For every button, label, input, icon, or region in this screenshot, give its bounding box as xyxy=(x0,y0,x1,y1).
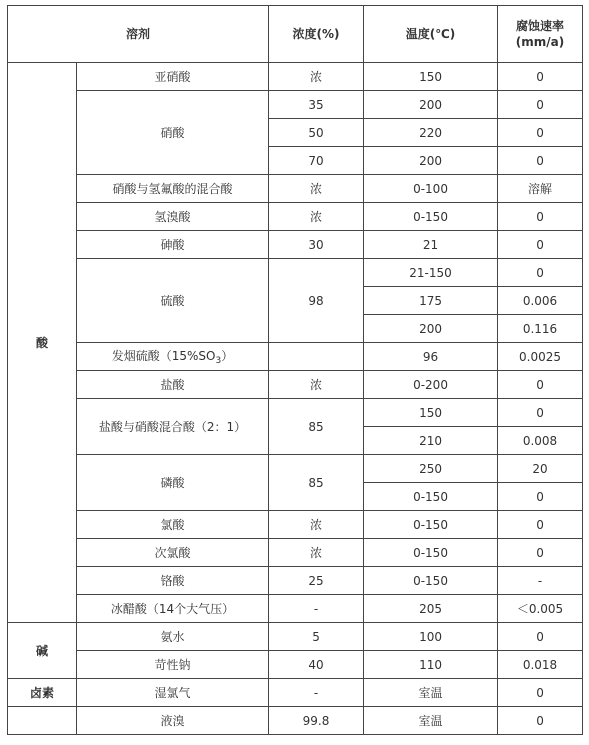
header-solvent: 溶剂 xyxy=(8,6,269,63)
corrosion-rate-cell: 20 xyxy=(498,455,583,483)
temperature-cell: 室温 xyxy=(364,679,498,707)
temperature-cell: 0-100 xyxy=(364,175,498,203)
concentration-cell: 25 xyxy=(269,567,364,595)
table-row xyxy=(8,399,583,427)
temperature-cell: 150 xyxy=(364,63,498,91)
temperature-cell: 0-200 xyxy=(364,371,498,399)
concentration-cell xyxy=(269,343,364,371)
group-label-halogen: 卤素 xyxy=(8,679,77,707)
concentration-cell: 40 xyxy=(269,651,364,679)
temperature-cell: 21-150 xyxy=(364,259,498,287)
solvent-name-prefix: 发烟硫酸（15%SO xyxy=(111,348,216,363)
concentration-cell: 5 xyxy=(269,623,364,651)
corrosion-rate-cell: 0.0025 xyxy=(498,343,583,371)
header-concentration: 浓度(%) xyxy=(269,6,364,63)
concentration-cell: 85 xyxy=(269,399,364,455)
temperature-cell: 室温 xyxy=(364,707,498,735)
solvent-cell: 磷酸 xyxy=(77,455,269,511)
concentration-cell: 30 xyxy=(269,231,364,259)
header-corrosion-rate-line2: (mm/a) xyxy=(515,35,565,49)
temperature-cell: 0-150 xyxy=(364,567,498,595)
solvent-name-suffix: ） xyxy=(221,348,234,363)
table-row xyxy=(8,651,583,679)
temperature-cell: 21 xyxy=(364,231,498,259)
temperature-cell: 0-150 xyxy=(364,539,498,567)
solvent-cell: 盐酸 xyxy=(77,371,269,399)
table-row xyxy=(8,511,583,539)
temperature-cell: 175 xyxy=(364,287,498,315)
concentration-cell: 35 xyxy=(269,91,364,119)
solvent-cell: 氢溴酸 xyxy=(77,203,269,231)
corrosion-rate-cell: 0 xyxy=(498,511,583,539)
solvent-cell: 硝酸与氢氟酸的混合酸 xyxy=(77,175,269,203)
temperature-cell: 0-150 xyxy=(364,483,498,511)
concentration-cell: 浓 xyxy=(269,63,364,91)
temperature-cell: 110 xyxy=(364,651,498,679)
header-corrosion-rate-line1: 腐蚀速率 xyxy=(516,19,565,33)
concentration-cell: 70 xyxy=(269,147,364,175)
corrosion-rate-cell: 0 xyxy=(498,483,583,511)
corrosion-rate-cell: 0 xyxy=(498,203,583,231)
corrosion-rate-cell: 0.006 xyxy=(498,287,583,315)
table-row xyxy=(8,91,583,119)
table-row xyxy=(8,567,583,595)
temperature-cell: 210 xyxy=(364,427,498,455)
temperature-cell: 96 xyxy=(364,343,498,371)
concentration-cell: 85 xyxy=(269,455,364,511)
temperature-cell: 205 xyxy=(364,595,498,623)
table-row xyxy=(8,63,583,91)
corrosion-rate-cell: 溶解 xyxy=(498,175,583,203)
concentration-cell: 浓 xyxy=(269,511,364,539)
concentration-cell: 浓 xyxy=(269,203,364,231)
group-label-empty xyxy=(8,707,77,735)
corrosion-rate-cell: 0 xyxy=(498,63,583,91)
table-row xyxy=(8,259,583,287)
temperature-cell: 220 xyxy=(364,119,498,147)
temperature-cell: 200 xyxy=(364,315,498,343)
solvent-cell: 湿氯气 xyxy=(77,679,269,707)
solvent-cell: 亚硝酸 xyxy=(77,63,269,91)
table-row xyxy=(8,371,583,399)
corrosion-rate-cell: 0 xyxy=(498,707,583,735)
table-row xyxy=(8,623,583,651)
temperature-cell: 150 xyxy=(364,399,498,427)
corrosion-rate-cell: 0 xyxy=(498,119,583,147)
corrosion-rate-cell: 0 xyxy=(498,399,583,427)
table-row xyxy=(8,343,583,371)
corrosion-rate-cell: 0 xyxy=(498,679,583,707)
solvent-cell: 砷酸 xyxy=(77,231,269,259)
temperature-cell: 0-150 xyxy=(364,203,498,231)
corrosion-rate-cell: 0.008 xyxy=(498,427,583,455)
group-label-acid: 酸 xyxy=(8,63,77,623)
concentration-cell: 浓 xyxy=(269,371,364,399)
solvent-cell: 硝酸 xyxy=(77,91,269,175)
table-header-row xyxy=(8,6,583,63)
corrosion-rate-cell: 0 xyxy=(498,91,583,119)
concentration-cell: 浓 xyxy=(269,175,364,203)
temperature-cell: 100 xyxy=(364,623,498,651)
table-row xyxy=(8,595,583,623)
temperature-cell: 200 xyxy=(364,91,498,119)
table-row xyxy=(8,707,583,735)
corrosion-rate-cell: 0.018 xyxy=(498,651,583,679)
solvent-cell: 冰醋酸（14个大气压） xyxy=(77,595,269,623)
concentration-cell: 浓 xyxy=(269,539,364,567)
solvent-cell: 次氯酸 xyxy=(77,539,269,567)
corrosion-rate-cell: ＜0.005 xyxy=(498,595,583,623)
table-row xyxy=(8,231,583,259)
solvent-name-subscript: 3 xyxy=(215,355,222,366)
solvent-cell: 氯酸 xyxy=(77,511,269,539)
corrosion-rate-cell: 0.116 xyxy=(498,315,583,343)
concentration-cell: 98 xyxy=(269,259,364,343)
group-label-alkali: 碱 xyxy=(8,623,77,679)
corrosion-rate-cell: 0 xyxy=(498,259,583,287)
solvent-cell: 氨水 xyxy=(77,623,269,651)
header-temperature: 温度(℃) xyxy=(364,6,498,63)
solvent-cell: 盐酸与硝酸混合酸（2：1） xyxy=(77,399,269,455)
table-row xyxy=(8,175,583,203)
solvent-cell: 硫酸 xyxy=(77,259,269,343)
solvent-cell xyxy=(77,343,269,371)
table-row xyxy=(8,679,583,707)
solvent-cell: 液溴 xyxy=(77,707,269,735)
corrosion-rate-cell: 0 xyxy=(498,371,583,399)
temperature-cell: 0-150 xyxy=(364,511,498,539)
concentration-cell: 99.8 xyxy=(269,707,364,735)
concentration-cell: 50 xyxy=(269,119,364,147)
corrosion-rate-cell: 0 xyxy=(498,539,583,567)
corrosion-rate-cell: 0 xyxy=(498,231,583,259)
table-row xyxy=(8,455,583,483)
corrosion-rate-cell: 0 xyxy=(498,147,583,175)
concentration-cell: - xyxy=(269,679,364,707)
solvent-cell: 铬酸 xyxy=(77,567,269,595)
corrosion-rate-cell: 0 xyxy=(498,623,583,651)
corrosion-table-container xyxy=(7,5,582,735)
corrosion-rate-cell: - xyxy=(498,567,583,595)
concentration-cell: - xyxy=(269,595,364,623)
temperature-cell: 250 xyxy=(364,455,498,483)
corrosion-rate-table xyxy=(7,5,583,735)
temperature-cell: 200 xyxy=(364,147,498,175)
table-row xyxy=(8,203,583,231)
solvent-cell: 苛性钠 xyxy=(77,651,269,679)
header-corrosion-rate xyxy=(498,6,583,63)
table-row xyxy=(8,539,583,567)
